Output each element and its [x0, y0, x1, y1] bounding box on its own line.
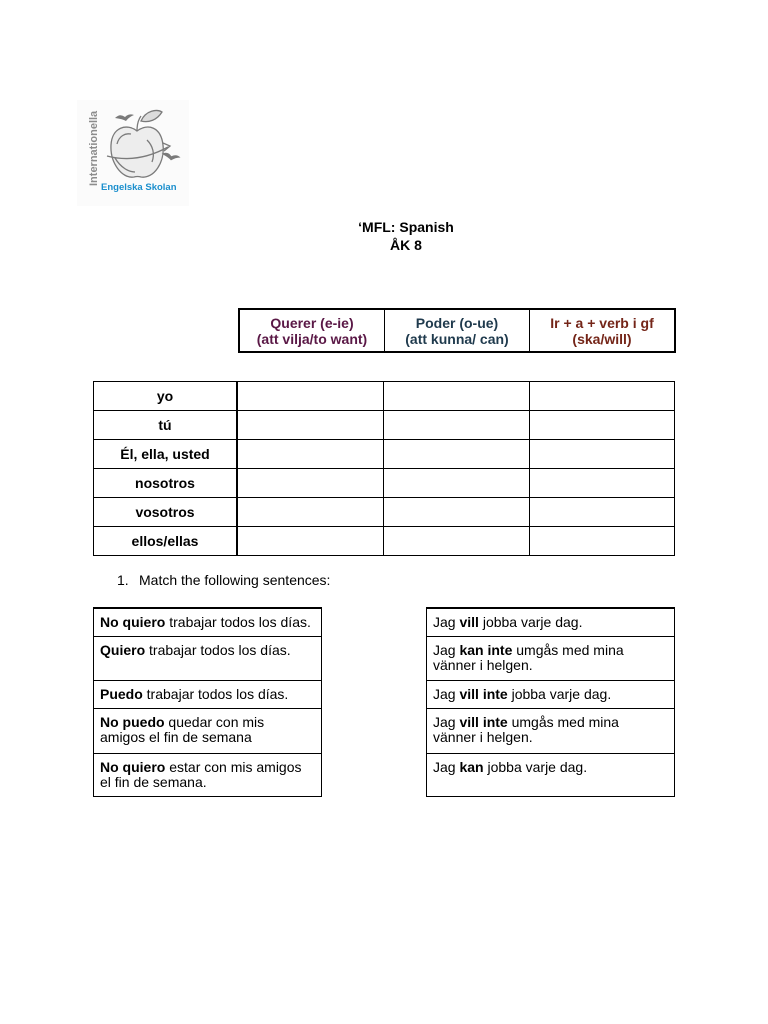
table-row: [94, 754, 321, 797]
sentence-continuation: el fin de semana.: [100, 774, 207, 790]
table-row: [94, 637, 321, 681]
sentence-bold: kan: [459, 759, 484, 775]
sentence-start: Jag: [433, 642, 460, 658]
verb-translation: (att vilja/to want): [256, 330, 368, 347]
answer-cell: [530, 382, 675, 411]
answer-cell: [384, 498, 530, 527]
verb-name: Ir + a + verb i gf: [550, 314, 654, 331]
sentence-continuation: amigos el fin de semana: [100, 729, 252, 745]
title-subject: ‘MFL: Spanish: [358, 219, 454, 235]
page-title: [306, 218, 506, 254]
answer-cell: [530, 411, 675, 440]
verb-name: Querer (e-ie): [270, 314, 354, 331]
sentence-start: Jag: [433, 714, 460, 730]
verb-translation: (ska/will): [572, 330, 632, 347]
sentence-text: [100, 760, 317, 775]
sentence-start: Jag: [433, 686, 460, 702]
sentence-rest: trabajar todos los días.: [142, 686, 289, 702]
answer-cell: [384, 382, 530, 411]
table-row: [94, 681, 321, 709]
spanish-sentences-table: [93, 607, 322, 797]
sentence-bold: No puedo: [100, 714, 165, 730]
table-row: [427, 681, 674, 709]
sentence-text: [100, 715, 317, 730]
sentence-text: [433, 715, 670, 730]
answer-cell: [384, 527, 530, 556]
sentence-bold: vill: [459, 614, 479, 630]
verb-header-ir-a: [529, 310, 674, 351]
table-row: [427, 709, 674, 754]
table-row: [427, 637, 674, 681]
verb-name: Poder (o-ue): [415, 314, 499, 331]
table-row: [427, 609, 674, 637]
sentence-bold: No quiero: [100, 759, 166, 775]
school-logo: [77, 100, 189, 206]
answer-cell: [238, 382, 384, 411]
sentence-rest: quedar con mis: [164, 714, 265, 730]
answer-cell: [238, 411, 384, 440]
table-row: [427, 754, 674, 797]
logo-brand-text: Engelska Skolan: [101, 182, 177, 193]
answer-cell: [384, 469, 530, 498]
verb-header-poder: [384, 310, 529, 351]
verb-header-table: [238, 308, 676, 353]
table-row: [94, 709, 321, 754]
sentence-rest: trabajar todos los días.: [145, 642, 291, 658]
sentence-text: [100, 687, 317, 702]
pronoun-label: vosotros: [94, 498, 238, 527]
pronoun-label: tú: [94, 411, 238, 440]
sentence-continuation: vänner i helgen.: [433, 657, 533, 673]
sentence-bold: vill inte: [459, 686, 508, 702]
table-row: [94, 609, 321, 637]
answer-cell: [384, 411, 530, 440]
verb-translation: (att kunna/ can): [405, 330, 509, 347]
sentence-bold: No quiero: [100, 614, 166, 630]
answer-cell: [530, 498, 675, 527]
title-grade: ÅK 8: [390, 237, 422, 253]
sentence-bold: Quiero: [100, 642, 146, 658]
sentence-text: [433, 643, 670, 658]
exercise-number: 1.: [117, 572, 129, 588]
sentence-rest: trabajar todos los días.: [165, 614, 311, 630]
pronoun-label: Él, ella, usted: [94, 440, 238, 469]
sentence-rest: jobba varje dag.: [483, 759, 588, 775]
sentence-continuation: vänner i helgen.: [433, 729, 533, 745]
sentence-rest: jobba varje dag.: [478, 614, 583, 630]
sentence-text: [100, 643, 317, 658]
pronoun-label: ellos/ellas: [94, 527, 238, 556]
sentence-text: [433, 687, 670, 702]
sentence-start: Jag: [433, 614, 460, 630]
swedish-sentences-table: [426, 607, 675, 797]
sentence-bold: kan inte: [459, 642, 513, 658]
answer-cell: [384, 440, 530, 469]
sentence-rest: estar con mis amigos: [165, 759, 302, 775]
answer-cell: [238, 527, 384, 556]
answer-cell: [530, 440, 675, 469]
sentence-start: Jag: [433, 759, 460, 775]
exercise-instruction: Match the following sentences:: [139, 572, 331, 588]
answer-cell: [530, 469, 675, 498]
sentence-text: [433, 615, 670, 630]
sentence-rest: umgås med mina: [512, 642, 624, 658]
answer-cell: [238, 469, 384, 498]
pronoun-label: nosotros: [94, 469, 238, 498]
verb-header-querer: [240, 310, 384, 351]
sentence-rest: jobba varje dag.: [507, 686, 612, 702]
answer-cell: [238, 440, 384, 469]
sentence-text: [100, 615, 317, 630]
sentence-bold: vill inte: [459, 714, 508, 730]
sentence-text: [433, 760, 670, 775]
answer-cell: [238, 498, 384, 527]
sentence-rest: umgås med mina: [507, 714, 619, 730]
sentence-bold: Puedo: [100, 686, 143, 702]
answer-cell: [530, 527, 675, 556]
logo-vertical-text: Internationella: [88, 110, 100, 186]
conjugation-table: [93, 381, 675, 556]
pronoun-label: yo: [94, 382, 238, 411]
